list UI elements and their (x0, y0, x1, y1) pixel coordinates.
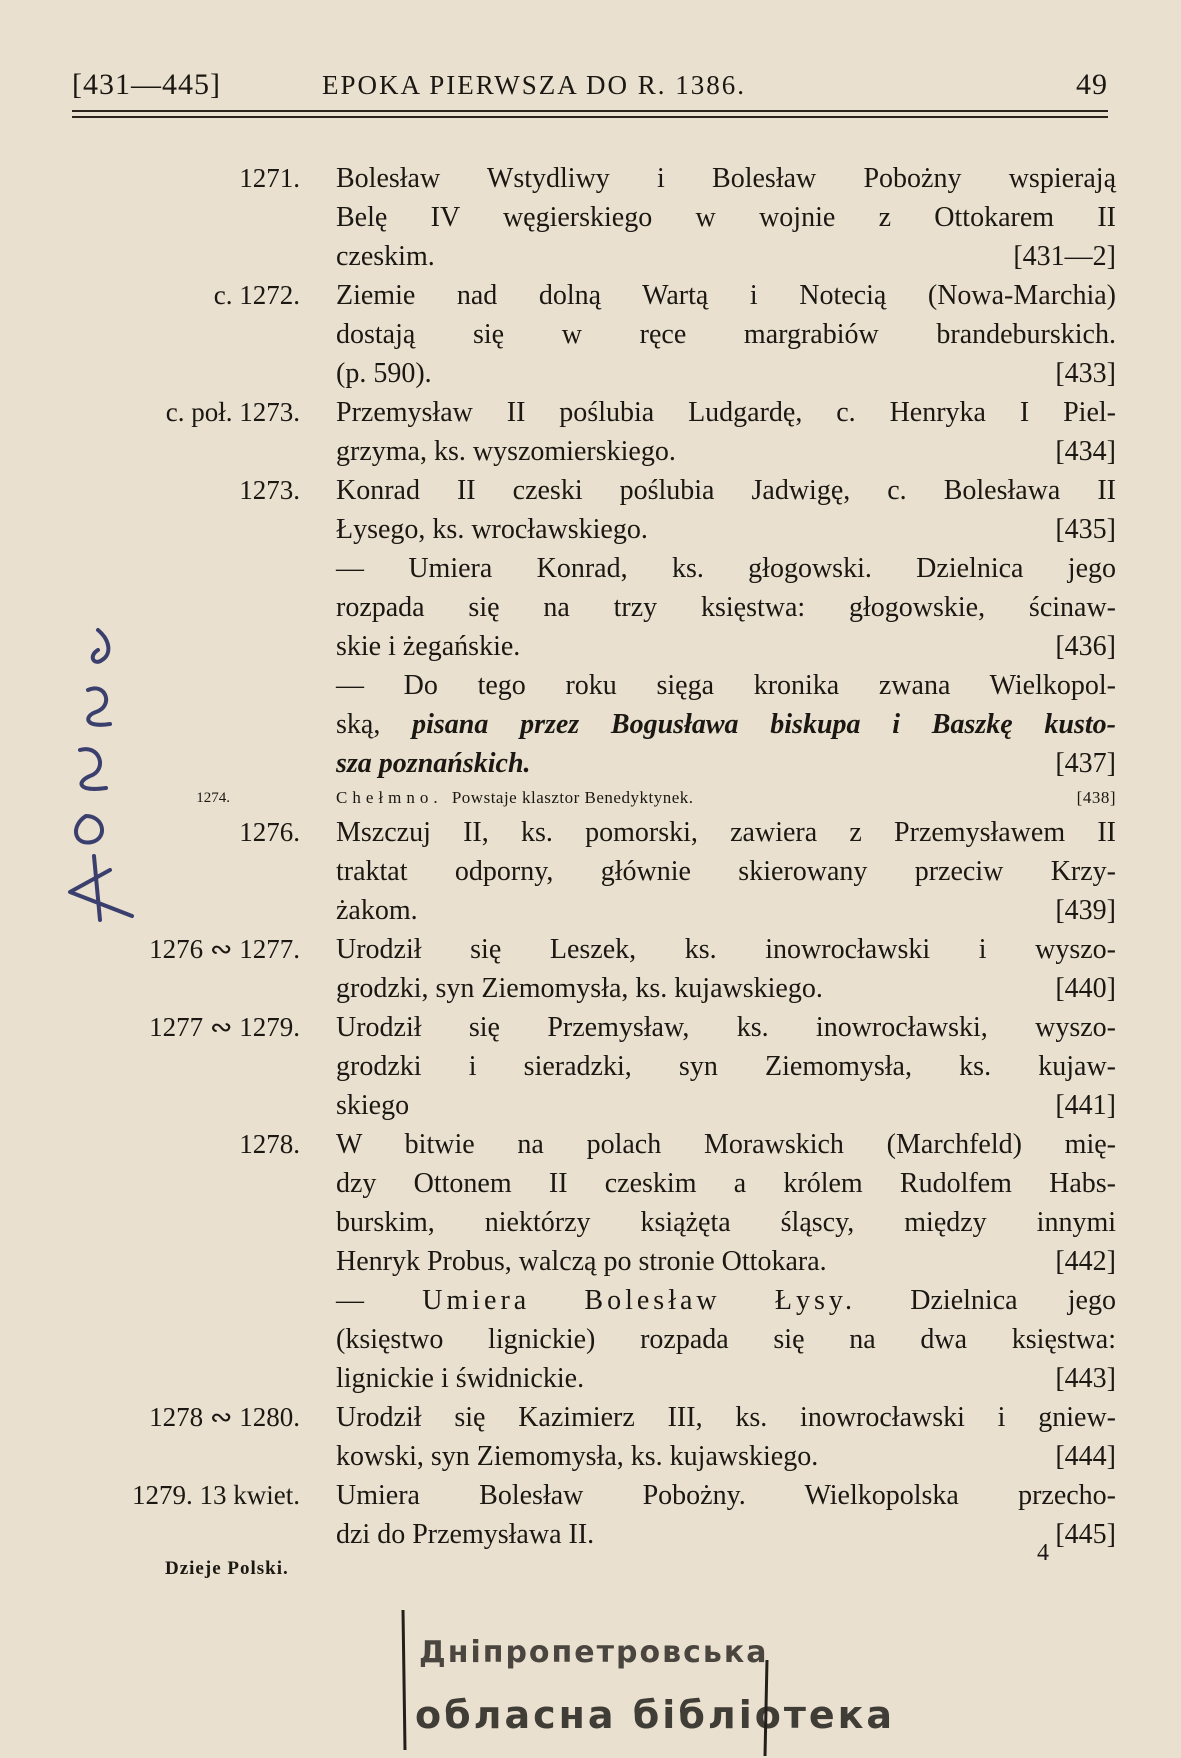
entry-last-text: czeskim. (336, 241, 435, 272)
entry-line-last (336, 969, 1116, 1008)
entry-ref: [438] (1076, 788, 1116, 807)
entry-date: 1278. (239, 1129, 300, 1159)
entry-line-last (336, 237, 1116, 276)
entry-line: Mszczuj II, ks. pomorski, zawiera z Przemysławem II (336, 817, 1116, 848)
entry-text (336, 1125, 1116, 1281)
entry-text (336, 1008, 1116, 1125)
entry-last-text: grzyma, ks. wyszomierskiego. (336, 436, 676, 467)
entry-line: traktat odporny, głównie skierowany przeciw Krzy- (336, 856, 1116, 887)
entry-last-text: skie i żegańskie. (336, 631, 521, 662)
chronology-list (60, 159, 1120, 1554)
entry-ref: [433] (1055, 358, 1116, 389)
entry-line: Belę IV węgierskiego w wojnie z Ottokarem II (336, 202, 1116, 233)
entry-line: Urodził się Przemysław, ks. inowrocławski, wyszo- (336, 1012, 1116, 1043)
entry-line: Urodził się Kazimierz III, ks. inowrocławski i gniew- (336, 1402, 1116, 1433)
entry-last-text: Powstaje klasztor Benedyktynek. (451, 788, 694, 807)
entry-date: 1274. (196, 790, 230, 806)
entry-date: c. 1272. (213, 280, 300, 310)
entry-ref: [444] (1055, 1441, 1116, 1472)
chronology-entry (60, 1476, 1120, 1554)
entry-date: 1276. (239, 817, 300, 847)
entry-last-text: Łysego, ks. wrocławskiego. (336, 514, 648, 545)
entry-line: Konrad II czeski poślubia Jadwigę, c. Bolesława II (336, 475, 1116, 506)
entry-line: — Umiera Konrad, ks. głogowski. Dzielnica jego (336, 553, 1116, 584)
entry-line-last (336, 783, 1116, 813)
spaced-place: Chełmno. (336, 788, 452, 807)
svg-text:Днiпропетровська: Днiпропетровська (419, 1635, 769, 1670)
chronology-entry (60, 393, 1120, 471)
chronology-entry (60, 1398, 1120, 1476)
entry-date: 1271. (239, 163, 300, 193)
entry-line-last (336, 744, 1116, 783)
entry-last-text: skiego (336, 1090, 410, 1121)
chronology-entry (60, 159, 1120, 276)
entry-text (336, 1398, 1116, 1476)
entry-line-last (336, 1437, 1116, 1476)
entry-line: dostają się w ręce margrabiów brandeburskich. (336, 319, 1116, 350)
chronology-entry (60, 666, 1120, 783)
handwritten-shelf-number (40, 620, 150, 930)
entry-date: 1276 ∾ 1277. (149, 934, 300, 964)
italic-title: pisana przez Bogusława biskupa i Baszkę kusto- (412, 709, 1116, 740)
entry-line: Urodził się Leszek, ks. inowrocławski i wyszo- (336, 934, 1116, 965)
entry-text (336, 666, 1116, 783)
entry-date: 1278 ∾ 1280. (149, 1402, 300, 1432)
header-rule-bottom (72, 116, 1108, 118)
entry-line: — Do tego roku sięga kronika zwana Wielkopol- (336, 670, 1116, 701)
entry-text (336, 1476, 1116, 1554)
entry-line-last (336, 1359, 1116, 1398)
chronology-entry (60, 930, 1120, 1008)
signature-mark: 4 (1037, 1540, 1049, 1566)
entry-line-last (336, 1086, 1116, 1125)
entry-last-text: Henryk Probus, walczą po stronie Ottokara. (336, 1246, 827, 1277)
entry-text (336, 393, 1116, 471)
entry-last-text (336, 748, 531, 779)
entry-line: ską, pisana przez Bogusława biskupa i Baszkę kusto- (336, 709, 1116, 740)
chronology-entry (60, 1008, 1120, 1125)
entry-ref: [443] (1055, 1363, 1116, 1394)
running-header (72, 68, 1108, 108)
entry-text (336, 1281, 1116, 1398)
entry-ref: [441] (1055, 1090, 1116, 1121)
entry-date: 1279. 13 kwiet. (132, 1480, 300, 1510)
entry-date: 1273. (239, 475, 300, 505)
page-number: 49 (1076, 68, 1108, 101)
library-stamp (395, 1600, 896, 1758)
chronology-entry (60, 276, 1120, 393)
entry-ref: [437] (1055, 748, 1116, 779)
entry-last-text: grodzki, syn Ziemomysła, ks. kujawskiego. (336, 973, 823, 1004)
svg-text:обласна бiблiотека: обласна бiблiотека (415, 1693, 896, 1737)
entry-line-last (336, 891, 1116, 930)
entry-text (336, 930, 1116, 1008)
header-entry-range: [431—445] (72, 68, 221, 101)
header-rule-top (72, 110, 1108, 112)
entry-date: c. poł. 1273. (165, 397, 300, 427)
entry-line: W bitwie na polach Morawskich (Marchfeld) mię- (336, 1129, 1116, 1160)
entry-ref: [445] (1055, 1519, 1116, 1550)
entry-line: Ziemie nad dolną Wartą i Notecią (Nowa-Marchia) (336, 280, 1116, 311)
entry-ref: [434] (1055, 436, 1116, 467)
chronology-entry (60, 549, 1120, 666)
entry-line-last (336, 354, 1116, 393)
entry-line: grodzki i sieradzki, syn Ziemomysła, ks. kujaw- (336, 1051, 1116, 1082)
entry-text (336, 159, 1116, 276)
entry-ref: [436] (1055, 631, 1116, 662)
entry-date: 1277 ∾ 1279. (149, 1012, 300, 1042)
entry-last-text: dzi do Przemysława II. (336, 1519, 595, 1550)
entry-line: Bolesław Wstydliwy i Bolesław Pobożny wspierają (336, 163, 1116, 194)
entry-line: dzy Ottonem II czeskim a królem Rudolfem Habs- (336, 1168, 1116, 1199)
entry-line: (księstwo lignickie) rozpada się na dwa księstwa: (336, 1324, 1116, 1355)
spaced-name: — Umiera Bolesław Łysy. (336, 1285, 911, 1316)
entry-text (336, 549, 1116, 666)
footer-signature: Dzieje Polski. (165, 1558, 289, 1579)
entry-text (336, 276, 1116, 393)
entry-last-text: żakom. (336, 895, 418, 926)
entry-text (336, 783, 1116, 813)
entry-last-text: lignickie i świdnickie. (336, 1363, 585, 1394)
italic-title: sza poznańskich. (336, 748, 531, 779)
entry-line: — Umiera Bolesław Łysy. Dzielnica jego (336, 1285, 1116, 1316)
chronology-entry (60, 471, 1120, 549)
entry-line: Umiera Bolesław Pobożny. Wielkopolska przecho- (336, 1480, 1116, 1511)
entry-ref: [439] (1055, 895, 1116, 926)
entry-last-text: kowski, syn Ziemomysła, ks. kujawskiego. (336, 1441, 819, 1472)
entry-line-last (336, 1242, 1116, 1281)
entry-line-last (336, 1515, 1116, 1554)
entry-line-last (336, 627, 1116, 666)
entry-line: burskim, niektórzy książęta śląscy, między innymi (336, 1207, 1116, 1238)
entry-line: Przemysław II poślubia Ludgardę, c. Henryka I Piel- (336, 397, 1116, 428)
entry-ref: [435] (1055, 514, 1116, 545)
entry-text (336, 813, 1116, 930)
chronology-entry (60, 1281, 1120, 1398)
chronology-entry (60, 1125, 1120, 1281)
entry-ref: [440] (1055, 973, 1116, 1004)
entry-line-last (336, 510, 1116, 549)
entry-line: rozpada się na trzy księstwa: głogowskie, ścinaw- (336, 592, 1116, 623)
entry-line-last (336, 432, 1116, 471)
entry-ref: [442] (1055, 1246, 1116, 1277)
entry-ref: [431—2] (1013, 241, 1116, 272)
header-title: EPOKA PIERWSZA DO R. 1386. (322, 70, 747, 100)
chronology-entry (60, 813, 1120, 930)
entry-text (336, 471, 1116, 549)
entry-last-text: (p. 590). (336, 358, 432, 389)
chronology-entry (60, 783, 1120, 813)
